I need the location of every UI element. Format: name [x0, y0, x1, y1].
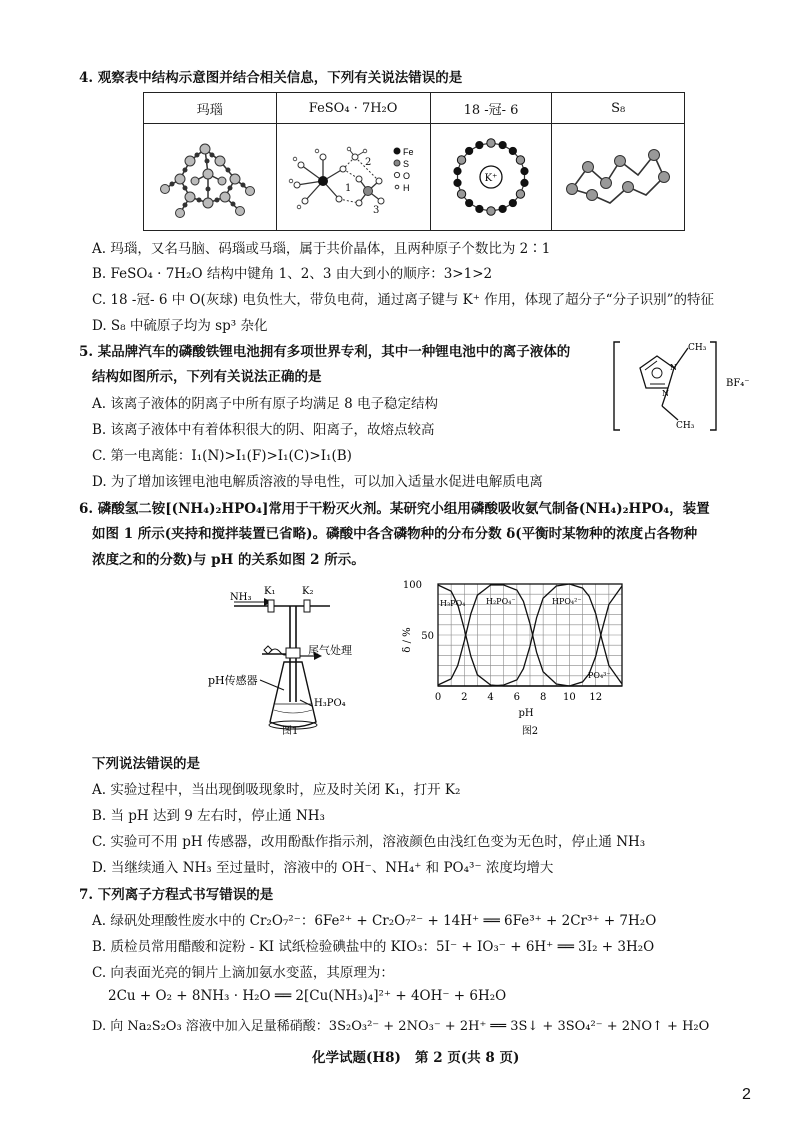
nh3-inlet-label: NH₃: [230, 592, 252, 603]
crown-ether-structure-cell: [430, 124, 552, 231]
figure2-distribution-chart: [400, 578, 630, 748]
ionic-liquid-structure: [612, 336, 760, 436]
h3po4-label: H₃PO₄: [314, 698, 346, 709]
species-label-h2po4: H₂PO₄⁻: [486, 597, 516, 606]
q6-option-b: B. 当 pH 达到 9 左右时，停止通 NH₃: [92, 808, 325, 824]
q4-option-d: D. S₈ 中硫原子均为 sp³ 杂化: [92, 318, 268, 334]
o-legend-label: O: [403, 171, 411, 181]
oxygen-atom: [487, 207, 495, 215]
xtick-label: 0: [434, 692, 442, 703]
q5-option-a: A. 该离子液体的阴离子中所有原子均满足 8 电子稳定结构: [92, 396, 439, 412]
xtick-label: 6: [513, 692, 521, 703]
carbon-atom: [499, 141, 506, 148]
q6-option-c: C. 实验可不用 pH 传感器，改用酚酞作指示剂，溶液颜色由浅红色变为无色时，停止通 NH₃: [92, 834, 646, 850]
agate-structure-diagram: [150, 129, 270, 225]
ch3-bottom-label: CH₃: [676, 421, 695, 431]
tail-gas-label: 尾气处理: [308, 644, 352, 657]
q6-sub-stem: 下列说法错误的是: [92, 756, 200, 772]
oxygen-atom: [516, 156, 524, 164]
ytick-100: 100: [402, 580, 422, 591]
h-legend-dot: [395, 185, 399, 189]
q4-option-b: B. FeSO₄ · 7H₂O 结构中键角 1、2、3 由大到小的顺序：3>1>2: [92, 266, 493, 282]
xtick-label: 4: [487, 692, 494, 703]
oxygen-atom: [487, 139, 495, 147]
q5-option-c: C. 第一电离能：I₁(N)>I₁(F)>I₁(C)>I₁(B): [92, 448, 352, 464]
bf4-anion-label: BF₄⁻: [726, 378, 750, 389]
q7-stem: 7. 下列离子方程式书写错误的是: [79, 887, 274, 903]
ch3-top-label: CH₃: [688, 343, 707, 353]
q7-option-c-equation: 2Cu + O₂ + 8NH₃ · H₂O ══ 2[Cu(NH₃)₄]²⁺ + 4OH⁻ + 6H₂O: [108, 988, 507, 1004]
page-number: 2: [742, 1086, 751, 1103]
species-label-h3po4: H₃PO₄: [440, 599, 466, 608]
q7-option-c: C. 向表面光亮的铜片上滴加氨水变蓝，其原理为：: [92, 965, 394, 981]
oxygen-atom: [457, 190, 465, 198]
q6-stem-line1: 6. 磷酸氢二铵[(NH₄)₂HPO₄]常用于干粉灭火剂。某研究小组用磷酸吸收氨气制备(NH₄)₂HPO₄，装置: [79, 501, 710, 517]
q6-option-a: A. 实验过程中，当出现倒吸现象时，应及时关闭 K₁，打开 K₂: [92, 782, 461, 798]
x-axis-label: pH: [518, 708, 534, 719]
q5-option-b: B. 该离子液体中有着体积很大的阴、阳离子，故熔点较高: [92, 422, 435, 438]
oxygen-atom: [516, 190, 524, 198]
s-legend-dot: [394, 160, 400, 166]
agate-structure-cell: [144, 124, 277, 231]
xtick-label: 12: [589, 692, 603, 703]
q7-option-b: B. 质检员常用醋酸和淀粉 - KI 试纸检验碘盐中的 KIO₃：5I⁻ + IO₃⁻ + 6H⁺ ══ 3I₂ + 3H₂O: [92, 939, 655, 955]
s8-structure-diagram: [558, 137, 678, 217]
h-legend-label: H: [403, 183, 410, 193]
q4-option-c: C. 18 -冠- 6 中 O(灰球) 电负性大，带负电荷，通过离子键与 K⁺ 作用，体现了超分子“分子识别”的特征: [92, 292, 714, 308]
q7-option-a: A. 绿矾处理酸性废水中的 Cr₂O₇²⁻：6Fe²⁺ + Cr₂O₇²⁻ + 14H⁺ ══ 6Fe³⁺ + 2Cr³⁺ + 7H₂O: [92, 913, 657, 929]
oxygen-atom: [457, 156, 465, 164]
header-feso4: FeSO₄ · 7H₂O: [276, 93, 430, 124]
ytick-50: 50: [421, 631, 434, 642]
q5-stem-line1: 5. 某品牌汽车的磷酸铁锂电池拥有多项世界专利，其中一种锂电池中的离子液体的: [79, 344, 571, 360]
s8-structure-cell: [552, 124, 685, 231]
carbon-atom: [521, 179, 528, 186]
bond-angle-1-label: 1: [345, 183, 352, 194]
carbon-atom: [476, 141, 483, 148]
q6-option-d: D. 当继续通入 NH₃ 至过量时，溶液中的 OH⁻、NH₄⁺ 和 PO₄³⁻ 浓度均增大: [92, 860, 554, 876]
bond-angle-2-label: 2: [365, 157, 372, 168]
crown-ether-structure-diagram: [436, 129, 546, 225]
xtick-label: 8: [539, 692, 547, 703]
n-top-label: N: [670, 363, 677, 372]
page-footer: 化学试题(H8) 第 2 页(共 8 页): [312, 1050, 520, 1066]
q6-stem-line3: 浓度之和的分数)与 pH 的关系如图 2 所示。: [92, 552, 365, 568]
species-label-hpo4: HPO₄²⁻: [552, 597, 582, 606]
s-legend-label: S: [403, 159, 410, 169]
figure2-caption: 图2: [521, 726, 539, 737]
o-legend-dot: [394, 172, 399, 177]
carbon-atom: [466, 199, 473, 206]
xtick-label: 2: [461, 692, 468, 703]
q4-stem: 4. 观察表中结构示意图并结合相关信息，下列有关说法错误的是: [79, 70, 463, 86]
carbon-atom: [521, 167, 528, 174]
carbon-atom: [466, 147, 473, 154]
k2-valve-label: K₂: [302, 586, 314, 597]
carbon-atom: [509, 147, 516, 154]
q4-structure-table: [143, 92, 685, 231]
xtick-label: 10: [563, 692, 576, 703]
carbon-atom: [509, 199, 516, 206]
q5-stem-line2: 结构如图所示，下列有关说法正确的是: [92, 369, 322, 385]
feso4-structure-diagram: [283, 129, 423, 225]
carbon-atom: [454, 167, 461, 174]
k1-valve-label: K₁: [264, 586, 276, 597]
fe-legend-label: Fe: [403, 147, 414, 157]
bond-angle-3-label: 3: [373, 205, 380, 216]
y-axis-label: δ / %: [402, 627, 413, 653]
header-agate: 玛瑙: [144, 93, 277, 124]
n-bottom-label: N: [662, 389, 669, 398]
header-crown: 18 -冠- 6: [430, 93, 552, 124]
carbon-atom: [454, 179, 461, 186]
figure1-caption: 图1: [282, 726, 299, 737]
species-label-po4: PO₄³⁻: [588, 671, 611, 680]
k-ion-label: K⁺: [484, 173, 498, 184]
header-s8: S₈: [552, 93, 685, 124]
fe-legend-dot: [394, 148, 401, 155]
carbon-atom: [476, 205, 483, 212]
feso4-structure-cell: [276, 124, 430, 231]
q5-option-d: D. 为了增加该锂电池电解质溶液的导电性，可以加入适量水促进电解质电离: [92, 474, 543, 490]
figure1-apparatus: [200, 582, 390, 742]
ph-sensor-label: pH传感器: [208, 674, 258, 687]
carbon-atom: [499, 205, 506, 212]
q4-option-a: A. 玛瑙，又名马脑、码瑙或马瑙，属于共价晶体，且两种原子个数比为 2∶1: [92, 241, 551, 257]
q7-option-d: D. 向 Na₂S₂O₃ 溶液中加入足量稀硝酸：3S₂O₃²⁻ + 2NO₃⁻ + 2H⁺ ══ 3S↓ + 3SO₄²⁻ + 2NO↑ + H₂O: [92, 1019, 710, 1034]
q6-stem-line2: 如图 1 所示(夹持和搅拌装置已省略)。磷酸中各含磷物种的分布分数 δ(平衡时某物种的浓度占各物种: [92, 526, 698, 542]
